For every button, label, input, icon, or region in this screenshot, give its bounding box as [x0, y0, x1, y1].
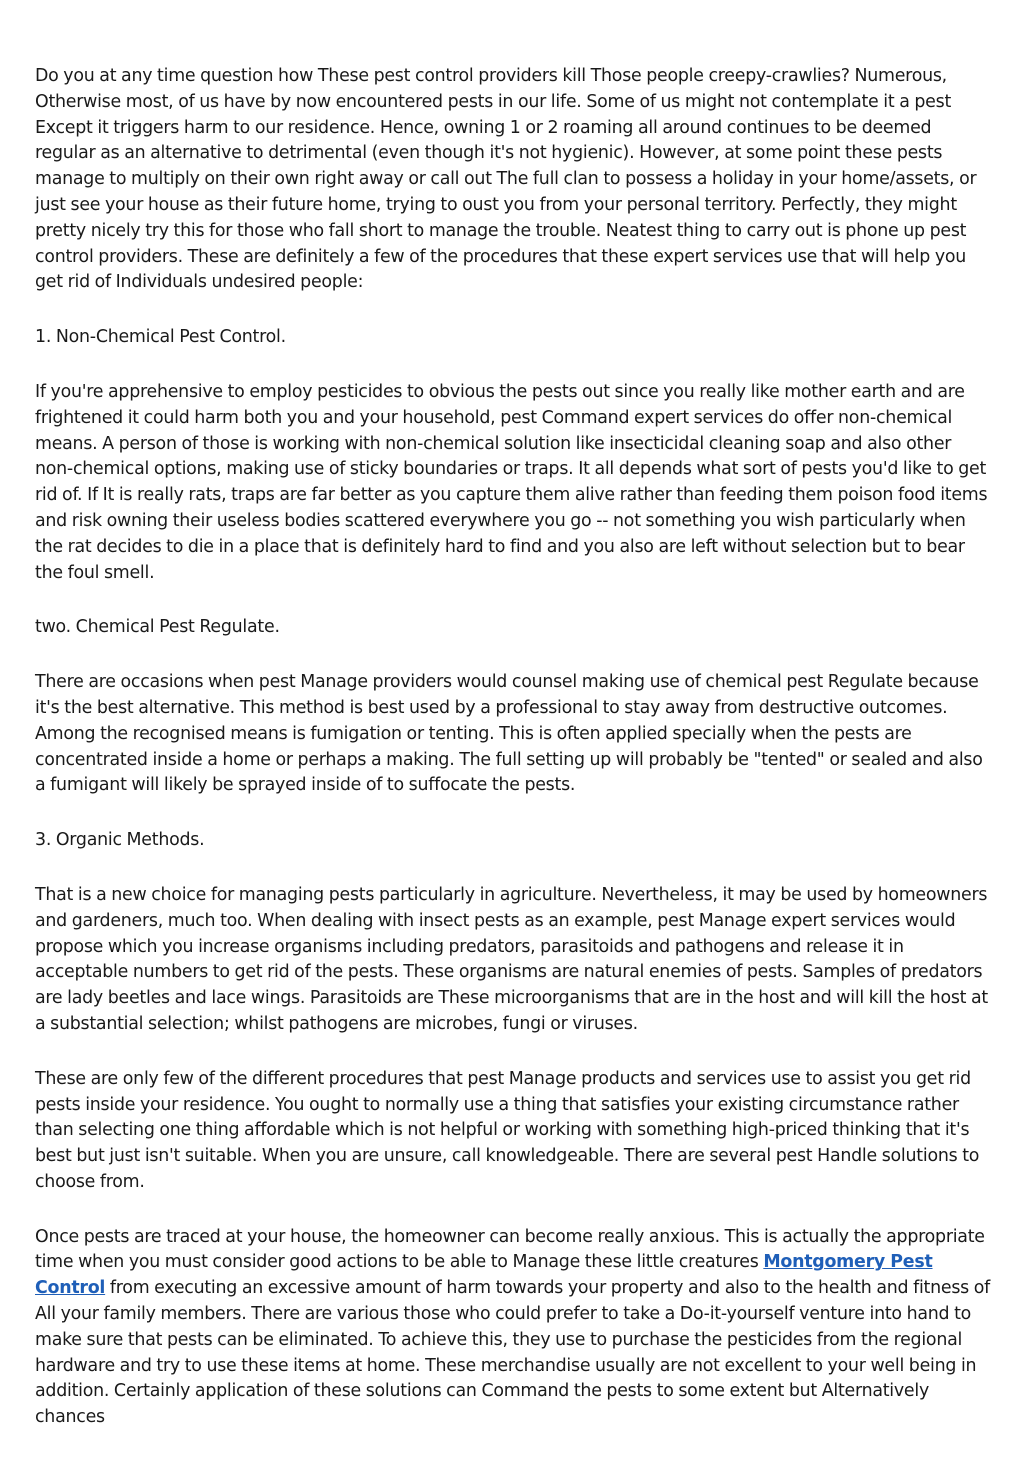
- organic-paragraph: That is a new choice for managing pests particularly in agriculture. Nevertheless, it may be used by homeowners and gardeners, much too. When dealing with insect pests as an example, pest Manage expert services would propose which you increase organisms including predators, parasitoids and pathogens and release it in acceptable numbers to get rid of the pests. These organisms are natural enemies of pests. Samples of predators are lady beetles and lace wings. Parasitoids are These microorganisms that are in the host and will kill the host at a substantial selection; whilst pathogens are microbes, fungi or viruses.: [35, 884, 988, 1034]
- section-heading-chemical: two. Chemical Pest Regulate.: [35, 617, 280, 638]
- document-body: [35, 64, 993, 1460]
- montgomery-pest-control-link[interactable]: Montgomery Pest Control: [35, 1252, 933, 1299]
- non-chemical-paragraph: If you're apprehensive to employ pesticides to obvious the pests out since you really like mother earth and are frightened it could harm both you and your household, pest Command expert services do offer non-chemical means. A person of those is working with non-chemical solution like insecticidal cleaning soap and also other non-chemical options, making use of sticky boundaries or traps. It all depends what sort of pests you'd like to get rid of. If It is really rats, traps are far better as you capture them alive rather than feeding them poison food items and risk owning their useless bodies scattered everywhere you go -- not something you wish particularly when the rat decides to die in a place that is definitely hard to find and you also are left without selection but to bear the foul smell.: [35, 381, 988, 583]
- closing-paragraph: [35, 1225, 993, 1431]
- section-heading-non-chemical: 1. Non-Chemical Pest Control.: [35, 327, 286, 348]
- closing-text-after-link: from executing an excessive amount of harm towards your property and also to the health and fitness of All your family members. There are various those who could prefer to take a Do-it-yourself venture into hand to make sure that pests can be eliminated. To achieve this, they use to purchase the pesticides from the regional hardware and try to use these items at home. These merchandise usually are not excellent to your well being in addition. Certainly application of these solutions can Command the pests to some extent but Alternatively chances: [35, 1278, 990, 1428]
- chemical-paragraph: There are occasions when pest Manage providers would counsel making use of chemical pest Regulate because it's the best alternative. This method is best used by a professional to stay away from destructive outcomes. Among the recognised means is fumigation or tenting. This is often applied specially when the pests are concentrated inside a home or perhaps a making. The full setting up will probably be "tented" or sealed and also a fumigant will likely be sprayed inside of to suffocate the pests.: [35, 672, 983, 796]
- section-heading-organic: 3. Organic Methods.: [35, 830, 205, 851]
- summary-paragraph: These are only few of the different procedures that pest Manage products and services use to assist you get rid pests inside your residence. You ought to normally use a thing that satisfies your existing circumstance rather than selecting one thing affordable which is not helpful or working with something high-priced thinking that it's best but just isn't suitable. When you are unsure, call knowledgeable. There are several pest Handle solutions to choose from.: [35, 1068, 980, 1192]
- closing-text-before-link: Once pests are traced at your house, the homeowner can become really anxious. This is actually the appropriate time when you must consider good actions to be able to Manage these little creatures: [35, 1226, 985, 1273]
- intro-paragraph: Do you at any time question how These pest control providers kill Those people creepy-crawlies? Numerous, Otherwise most, of us have by now encountered pests in our life. Some of us might not contemplate it a pest Except it triggers harm to our residence. Hence, owning 1 or 2 roaming all around continues to be deemed regular as an alternative to detrimental (even though it's not hygienic). However, at some point these pests manage to multiply on their own right away or call out The full clan to possess a holiday in your home/assets, or just see your house as their future home, trying to oust you from your personal territory. Perfectly, they might pretty nicely try this for those who fall short to manage the trouble. Neatest thing to carry out is phone up pest control providers. These are definitely a few of the procedures that these expert services use that will help you get rid of Individuals undesired people:: [35, 66, 977, 293]
